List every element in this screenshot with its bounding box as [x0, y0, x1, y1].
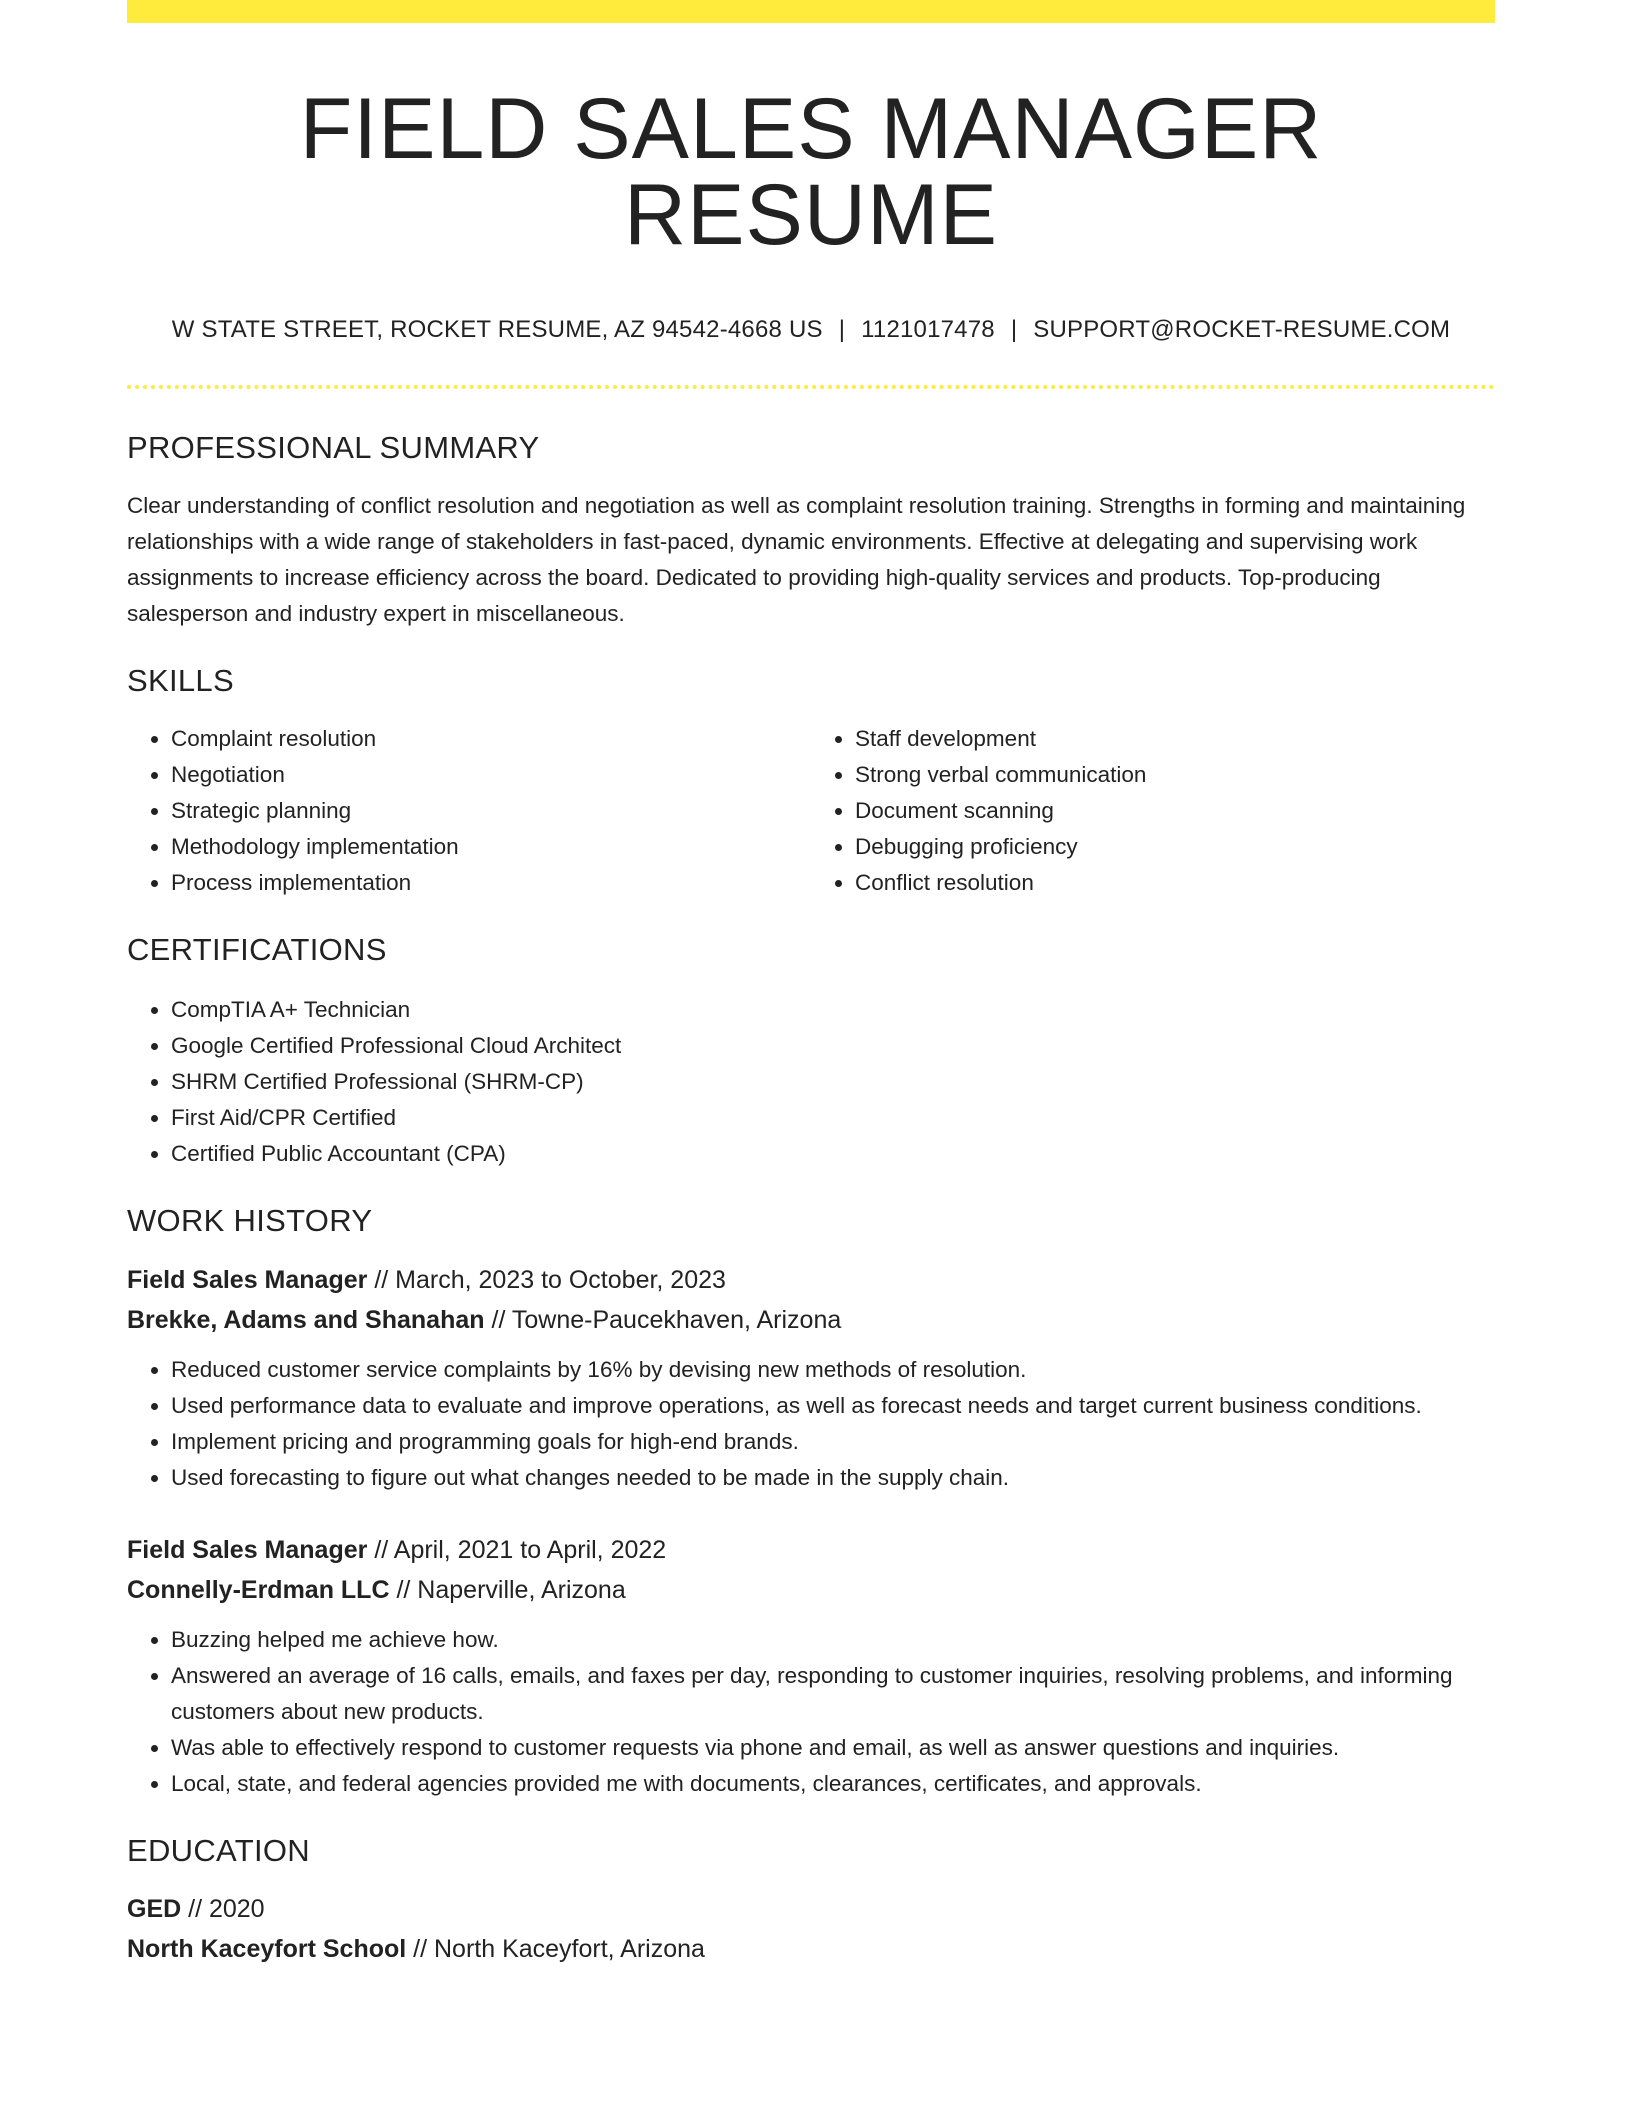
job-bullet: • Used performance data to evaluate and improve operations, as well as forecast needs and target current business conditions. [171, 1388, 1495, 1424]
certification-item: • Certified Public Accountant (CPA) [171, 1136, 1495, 1172]
skill-item: • Strategic planning [171, 793, 811, 829]
education-heading: EDUCATION [127, 1832, 310, 1868]
contact-address: W STATE STREET, ROCKET RESUME, AZ 94542-4668 US [171, 316, 823, 343]
skills-right-list [811, 721, 1495, 901]
education-degree: GED [127, 1894, 182, 1923]
job-location: // Naperville, Arizona [389, 1575, 626, 1604]
job-bullets [127, 1622, 1495, 1802]
job-bullets [127, 1352, 1495, 1496]
education-school: North Kaceyfort School [127, 1934, 407, 1963]
job-bullet: • Local, state, and federal agencies provided me with documents, clearances, certificates, and approvals. [171, 1766, 1495, 1802]
job-entry [127, 1530, 1495, 1802]
education-location: // North Kaceyfort, Arizona [406, 1934, 705, 1963]
education-entry [127, 1889, 1495, 1969]
skill-item: • Methodology implementation [171, 829, 811, 865]
accent-top-bar [127, 0, 1495, 23]
summary-text: Clear understanding of conflict resolution and negotiation as well as complaint resolution training. Strengths in forming and maintaining relationships with a wide range of stakeholders in fast-paced, dynamic environments. Effective at delegating and supervising work assignments to increase efficiency across the board. Dedicated to providing high-quality services and products. Top-producing salesperson and industry expert in miscellaneous. [127, 492, 1466, 626]
skill-item: • Strong verbal communication [855, 757, 1495, 793]
education-year: // 2020 [181, 1894, 265, 1923]
job-dates: // April, 2021 to April, 2022 [367, 1535, 667, 1564]
summary-heading: PROFESSIONAL SUMMARY [127, 429, 540, 465]
job-dates: // March, 2023 to October, 2023 [367, 1265, 726, 1294]
job-bullet: • Answered an average of 16 calls, emails, and faxes per day, responding to customer inquiries, resolving problems, and informing customers about new products. [171, 1658, 1495, 1730]
job-company-line [127, 1570, 1495, 1610]
skill-item: • Complaint resolution [171, 721, 811, 757]
job-bullet: • Was able to effectively respond to customer requests via phone and email, as well as answer questions and inquiries. [171, 1730, 1495, 1766]
skill-item: • Document scanning [855, 793, 1495, 829]
resume-page [127, 0, 1495, 1969]
skill-item: • Process implementation [171, 865, 811, 901]
certifications-heading: CERTIFICATIONS [127, 932, 387, 968]
contact-line [127, 316, 1495, 345]
job-company: Brekke, Adams and Shanahan [127, 1305, 485, 1334]
job-title: Field Sales Manager [127, 1535, 368, 1564]
certification-item: • CompTIA A+ Technician [171, 992, 1495, 1028]
education-degree-line [127, 1889, 1495, 1929]
contact-separator: | [838, 316, 846, 343]
contact-separator: | [1010, 316, 1018, 343]
job-bullet: • Buzzing helped me achieve how. [171, 1622, 1495, 1658]
contact-phone: 1121017478 [861, 316, 995, 343]
job-title-line [127, 1530, 1495, 1570]
job-title: Field Sales Manager [127, 1265, 368, 1294]
job-bullet: • Used forecasting to figure out what changes needed to be made in the supply chain. [171, 1460, 1495, 1496]
skills-left-list [127, 721, 811, 901]
job-location: // Towne-Paucekhaven, Arizona [484, 1305, 842, 1334]
skill-item: • Staff development [855, 721, 1495, 757]
certification-item: • SHRM Certified Professional (SHRM-CP) [171, 1064, 1495, 1100]
job-entry [127, 1260, 1495, 1496]
dotted-divider [127, 385, 1495, 389]
skills-columns [127, 721, 1495, 901]
skills-heading: SKILLS [127, 662, 234, 698]
resume-title: FIELD SALES MANAGER RESUME [299, 81, 1323, 263]
education-school-line [127, 1929, 1495, 1969]
job-bullet: • Implement pricing and programming goals for high-end brands. [171, 1424, 1495, 1460]
certification-item: • First Aid/CPR Certified [171, 1100, 1495, 1136]
skill-item: • Conflict resolution [855, 865, 1495, 901]
certification-item: • Google Certified Professional Cloud Architect [171, 1028, 1495, 1064]
contact-email: SUPPORT@ROCKET-RESUME.COM [1033, 316, 1451, 343]
job-title-line [127, 1260, 1495, 1300]
skill-item: • Debugging proficiency [855, 829, 1495, 865]
job-company-line [127, 1300, 1495, 1340]
skill-item: • Negotiation [171, 757, 811, 793]
work-history-heading: WORK HISTORY [127, 1203, 373, 1239]
certifications-list [127, 992, 1495, 1172]
job-company: Connelly-Erdman LLC [127, 1575, 390, 1604]
job-bullet: • Reduced customer service complaints by 16% by devising new methods of resolution. [171, 1352, 1495, 1388]
